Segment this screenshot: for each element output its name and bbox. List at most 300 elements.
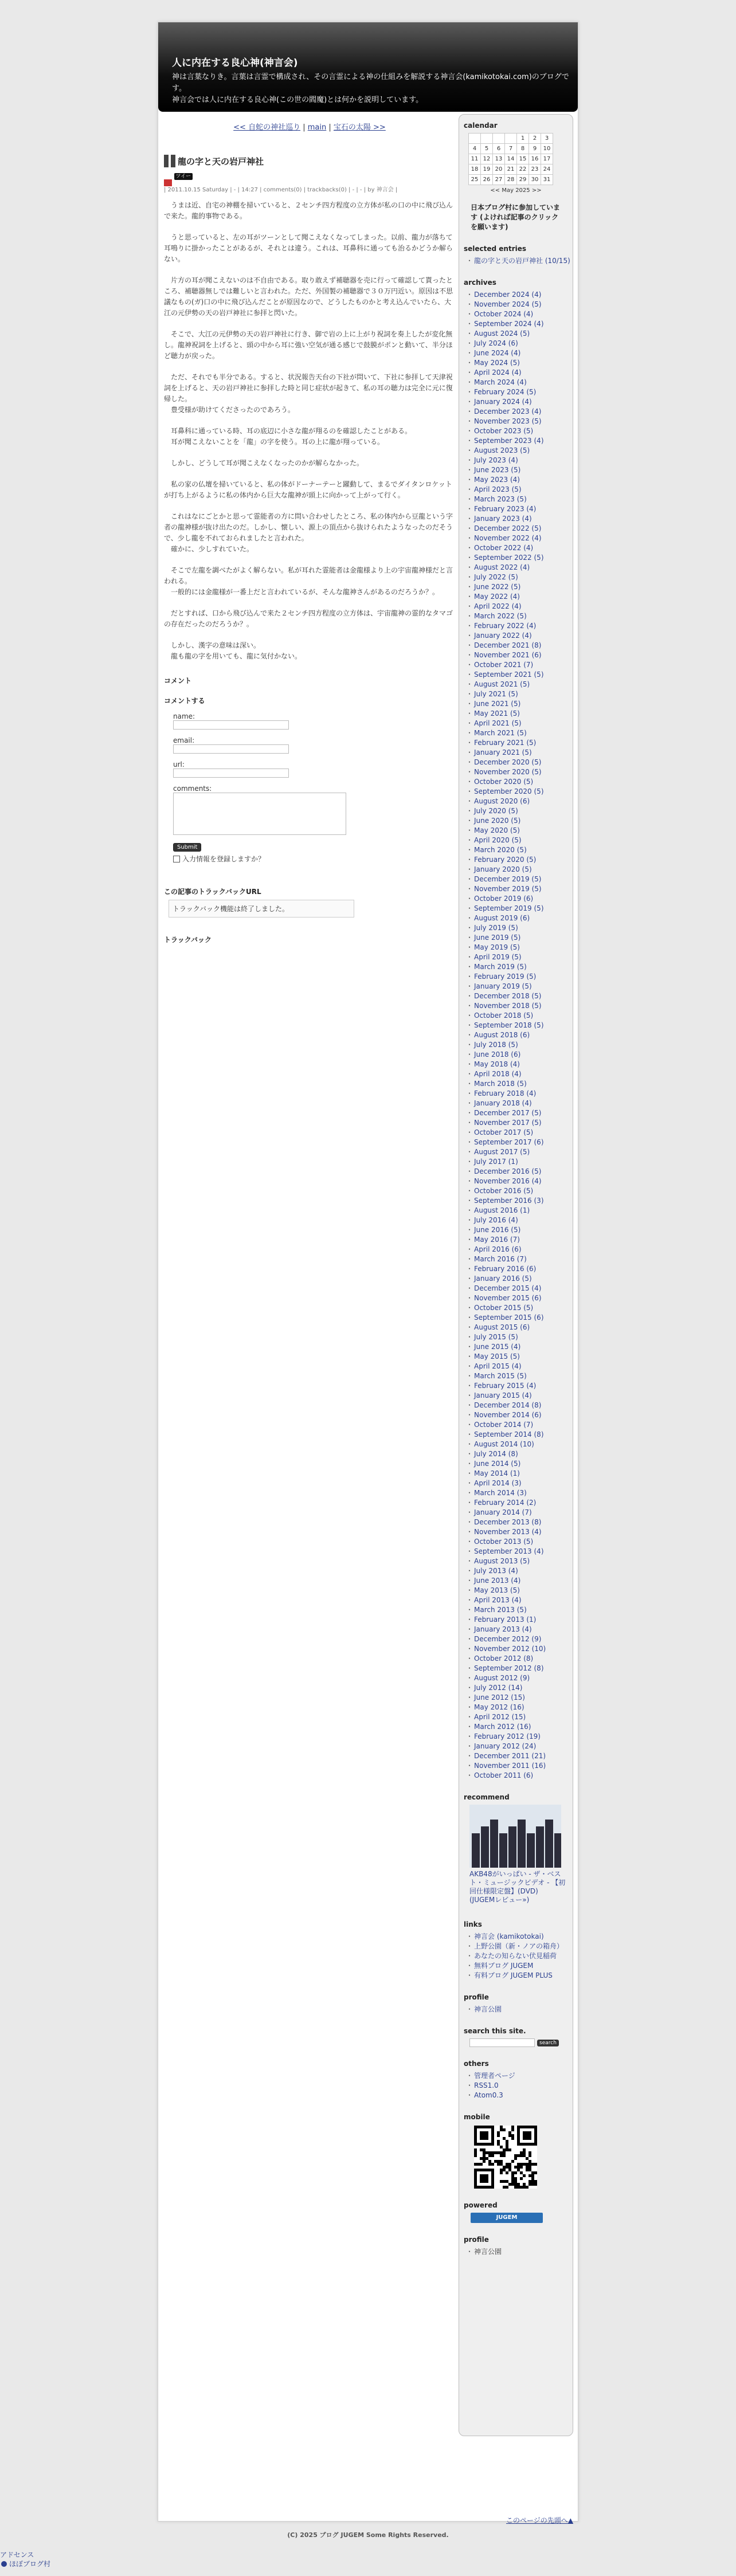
archive-link[interactable]: ・ November 2015 (6) — [471, 1293, 573, 1303]
archive-link[interactable]: ・ December 2019 (5) — [471, 875, 573, 884]
archive-link[interactable]: ・ October 2018 (5) — [471, 1011, 573, 1021]
archive-link[interactable]: ・ March 2022 (5) — [471, 611, 573, 621]
archive-link[interactable]: ・ October 2015 (5) — [471, 1303, 573, 1313]
archive-link[interactable]: ・ November 2019 (5) — [471, 884, 573, 894]
archive-link[interactable]: ・ May 2024 (5) — [471, 358, 573, 368]
archive-link[interactable]: ・ April 2019 (5) — [471, 952, 573, 962]
blogmura-icon — [1, 2561, 7, 2567]
archive-link[interactable]: ・ July 2022 (5) — [471, 573, 573, 582]
archive-link[interactable]: ・ October 2012 (8) — [471, 1654, 573, 1664]
qr-module — [500, 2128, 503, 2131]
title-marker-icon — [164, 155, 169, 167]
archive-link[interactable]: ・ January 2023 (4) — [471, 514, 573, 524]
archive-link[interactable]: ・ January 2012 (24) — [471, 1742, 573, 1751]
archive-link[interactable]: ・ January 2018 (4) — [471, 1099, 573, 1108]
calendar-day: 9 — [529, 144, 541, 154]
email-input[interactable] — [173, 744, 289, 754]
archive-link[interactable]: ・ April 2012 (15) — [471, 1712, 573, 1722]
archive-link[interactable]: ・ October 2014 (7) — [471, 1420, 573, 1430]
archive-link[interactable]: ・ October 2022 (4) — [471, 543, 573, 553]
external-link[interactable]: ・ あなたの知らない伏見稲荷 — [471, 1951, 573, 1961]
archive-link[interactable]: ・ February 2024 (5) — [471, 387, 573, 397]
entry-paragraph: これはなにごとかと思って霊能者の方に問い合わせしたところ、私の体内から豆龍という字者の龍神様が抜け出たのだ。しかし、懐しい、源上の頂点から抜けられたようなったのだそうで、少し龍を不れておられましたと言われた。 確かに、少しすれていた。 — [164, 512, 453, 553]
archive-link[interactable]: ・ May 2021 (5) — [471, 709, 573, 719]
links-heading: links — [464, 1920, 482, 1928]
archive-link[interactable]: ・ September 2021 (5) — [471, 670, 573, 680]
archive-link[interactable]: ・ September 2020 (5) — [471, 787, 573, 797]
archive-link[interactable]: ・ February 2018 (4) — [471, 1089, 573, 1099]
archive-link[interactable]: ・ February 2013 (1) — [471, 1615, 573, 1625]
archive-link[interactable]: ・ June 2015 (4) — [471, 1342, 573, 1352]
entry-paragraph: そこで左龍を調べたがよく解らない。私が耳れた霊能者は金龍様より上の宇宙龍神様だと言われる。 一般的には金龍様が一番上だと言われているが、そんな龍神さんがあるのだろうか？。 — [164, 566, 453, 596]
calendar-day: 1 — [517, 134, 529, 144]
archive-link[interactable]: ・ December 2011 (21) — [471, 1751, 573, 1761]
calendar-day: 7 — [505, 144, 517, 154]
qr-module — [488, 2154, 491, 2157]
others-link[interactable]: ・ 管理者ページ — [471, 2071, 573, 2081]
archive-link[interactable]: ・ June 2023 (5) — [471, 465, 573, 475]
archive-link[interactable]: ・ August 2022 (4) — [471, 563, 573, 573]
archive-link[interactable]: ・ August 2017 (5) — [471, 1147, 573, 1157]
archive-link[interactable]: ・ December 2012 (9) — [471, 1634, 573, 1644]
archive-link[interactable]: ・ January 2024 (4) — [471, 397, 573, 407]
archive-link[interactable]: ・ December 2013 (8) — [471, 1518, 573, 1527]
archive-link[interactable]: ・ September 2015 (6) — [471, 1313, 573, 1323]
archive-link[interactable]: ・ December 2018 (5) — [471, 991, 573, 1001]
qr-module — [531, 2177, 534, 2180]
archive-link[interactable]: ・ August 2012 (9) — [471, 1673, 573, 1683]
archive-link[interactable]: ・ September 2017 (6) — [471, 1138, 573, 1147]
archive-link[interactable]: ・ January 2019 (5) — [471, 982, 573, 991]
qr-module — [523, 2148, 526, 2151]
archive-link[interactable]: ・ December 2023 (4) — [471, 407, 573, 417]
external-link[interactable]: ・ 有料ブログ JUGEM PLUS — [471, 1971, 573, 1981]
qr-module — [511, 2160, 514, 2163]
archive-link[interactable]: ・ April 2022 (4) — [471, 602, 573, 611]
comments-label: comments: — [173, 785, 212, 793]
archive-link[interactable]: ・ June 2024 (4) — [471, 348, 573, 358]
adsense-block — [0, 2550, 50, 2569]
calendar-day — [505, 134, 517, 144]
qr-module — [497, 2160, 500, 2163]
comments-textarea[interactable] — [173, 793, 346, 835]
qr-module — [508, 2183, 511, 2186]
remember-label: 入力情報を登録しますか？ — [182, 855, 265, 863]
calendar-day — [493, 134, 505, 144]
calendar-day: 6 — [493, 144, 505, 154]
archive-link[interactable]: ・ May 2012 (16) — [471, 1703, 573, 1712]
archive-link[interactable]: ・ October 2023 (5) — [471, 426, 573, 436]
archive-link[interactable]: ・ November 2014 (6) — [471, 1410, 573, 1420]
entry-heading — [164, 155, 455, 167]
calendar-day: 20 — [493, 164, 505, 175]
qr-module — [486, 2157, 488, 2160]
qr-module — [503, 2151, 506, 2154]
blogmura-banner[interactable]: 日本ブログ村に参加しています (よければ記事のクリックを願います) — [471, 203, 561, 231]
archive-link[interactable]: ・ February 2020 (5) — [471, 855, 573, 865]
qr-module — [491, 2163, 494, 2166]
archive-link[interactable]: ・ December 2015 (4) — [471, 1284, 573, 1293]
qr-module — [488, 2163, 491, 2166]
qr-module — [514, 2157, 517, 2160]
trackback-heading: トラックバック — [164, 936, 212, 944]
qr-module — [531, 2174, 534, 2177]
calendar-day: 2 — [529, 134, 541, 144]
qr-module — [520, 2166, 523, 2169]
calendar-day: 21 — [505, 164, 517, 175]
archive-link[interactable]: ・ February 2023 (4) — [471, 504, 573, 514]
archive-link[interactable]: ・ May 2022 (4) — [471, 592, 573, 602]
archive-link[interactable]: ・ March 2024 (4) — [471, 378, 573, 387]
archive-link[interactable]: ・ August 2020 (6) — [471, 797, 573, 806]
archive-link[interactable]: ・ January 2021 (5) — [471, 748, 573, 758]
qr-code-graphic — [474, 2126, 537, 2189]
qr-module — [520, 2163, 523, 2166]
qr-module — [534, 2183, 537, 2186]
profile-item[interactable]: ・ 神言公園 — [471, 2005, 573, 2014]
archive-link[interactable]: ・ May 2023 (4) — [471, 475, 573, 485]
external-link[interactable]: ・ 神言会 (kamikotokai) — [471, 1932, 573, 1942]
archive-link[interactable]: ・ July 2023 (4) — [471, 456, 573, 465]
archive-link[interactable]: ・ March 2012 (16) — [471, 1722, 573, 1732]
archive-link[interactable]: ・ October 2011 (6) — [471, 1771, 573, 1781]
calendar-day — [469, 134, 481, 144]
qr-module — [494, 2151, 497, 2154]
comment-form-heading: コメントする — [164, 697, 205, 705]
qr-module — [500, 2126, 503, 2128]
entry-paragraph: うと思っていると、左の耳がツーンとして聞こえなくなってしまった。以前、龍力が落ちて耳鳴りに掛かったことがあるが、それとは違う。これは、耳鼻科に通っても治るかどうか解らない。 — [164, 233, 453, 263]
qr-module — [474, 2151, 477, 2154]
archive-link[interactable]: ・ January 2016 (5) — [471, 1274, 573, 1284]
archive-link[interactable]: ・ July 2012 (14) — [471, 1683, 573, 1693]
qr-module — [511, 2128, 514, 2131]
qr-module — [497, 2151, 500, 2154]
calendar-day: 16 — [529, 154, 541, 164]
qr-finder-core — [480, 2174, 488, 2183]
archive-link[interactable]: ・ May 2018 (4) — [471, 1060, 573, 1069]
archive-link[interactable]: ・ March 2014 (3) — [471, 1488, 573, 1498]
sidebar — [459, 114, 573, 2436]
remember-checkbox[interactable] — [173, 856, 180, 862]
entry-body — [164, 200, 455, 662]
qr-module — [483, 2154, 486, 2157]
archive-link[interactable]: ・ July 2018 (5) — [471, 1040, 573, 1050]
archive-link[interactable]: ・ September 2014 (8) — [471, 1430, 573, 1440]
entry-navigation — [164, 121, 455, 132]
archive-link[interactable]: ・ June 2020 (5) — [471, 816, 573, 826]
calendar-day: 10 — [541, 144, 553, 154]
archive-link[interactable]: ・ November 2017 (5) — [471, 1118, 573, 1128]
archive-link[interactable]: ・ April 2015 (4) — [471, 1362, 573, 1371]
adsense-row[interactable] — [0, 2550, 50, 2559]
next-entry-link[interactable]: 宝石の太陽 >> — [333, 123, 386, 132]
selected-entry-link[interactable]: ・ 龍の字と天の岩戸神社 (10/15) — [471, 256, 573, 266]
archive-link[interactable]: ・ September 2024 (4) — [471, 319, 573, 329]
archive-link[interactable]: ・ April 2020 (5) — [471, 836, 573, 845]
url-input[interactable] — [173, 769, 289, 778]
archive-link[interactable]: ・ April 2014 (3) — [471, 1479, 573, 1488]
qr-module — [511, 2180, 514, 2183]
archives-list — [471, 290, 573, 1781]
calendar-week — [469, 175, 553, 185]
archive-link[interactable]: ・ February 2016 (6) — [471, 1264, 573, 1274]
archive-link[interactable]: ・ November 2011 (16) — [471, 1761, 573, 1771]
archive-link[interactable]: ・ September 2019 (5) — [471, 904, 573, 913]
archive-link[interactable]: ・ November 2016 (4) — [471, 1177, 573, 1186]
archive-link[interactable]: ・ September 2016 (3) — [471, 1196, 573, 1206]
archive-link[interactable]: ・ January 2013 (4) — [471, 1625, 573, 1634]
prev-entry-link[interactable]: << 自蛇の神社巡り — [233, 123, 301, 132]
qr-module — [506, 2163, 508, 2166]
archive-link[interactable]: ・ October 2021 (7) — [471, 660, 573, 670]
calendar-week — [469, 164, 553, 175]
archive-link[interactable]: ・ September 2012 (8) — [471, 1664, 573, 1673]
archive-link[interactable]: ・ June 2012 (15) — [471, 1693, 573, 1703]
trackback-url-box[interactable]: トラックバック機能は終了しました。 — [169, 900, 354, 918]
archive-link[interactable]: ・ November 2021 (6) — [471, 650, 573, 660]
qr-module — [488, 2151, 491, 2154]
archive-link[interactable]: ・ April 2021 (5) — [471, 719, 573, 728]
archive-link[interactable]: ・ October 2020 (5) — [471, 777, 573, 787]
archive-link[interactable]: ・ April 2023 (5) — [471, 485, 573, 495]
qr-module — [511, 2126, 514, 2128]
archive-link[interactable]: ・ September 2023 (4) — [471, 436, 573, 446]
archive-link[interactable]: ・ May 2020 (5) — [471, 826, 573, 836]
profile-item[interactable]: ・ 神言公園 — [471, 2247, 573, 2257]
qr-module — [491, 2154, 494, 2157]
external-link[interactable]: ・ 無料ブログ JUGEM — [471, 1961, 573, 1971]
qr-module — [483, 2148, 486, 2151]
qr-module — [508, 2163, 511, 2166]
search-button[interactable]: search — [537, 2040, 559, 2046]
archive-link[interactable]: ・ August 2018 (6) — [471, 1030, 573, 1040]
archive-link[interactable]: ・ July 2019 (5) — [471, 923, 573, 933]
recommend-product-image[interactable] — [469, 1805, 561, 1868]
archive-link[interactable]: ・ August 2015 (6) — [471, 1323, 573, 1332]
submit-button[interactable]: Submit — [173, 843, 201, 852]
entry-paragraph: ただ、それでも半分である。すると、状況報告天台の下社が問いて、下社に参拝して天津祝詞を上げると、天の岩戸神社に参拝した時と同じ症状が起きて、私の耳の聴力は完全に元に復帰した。 豊受様が助けてくださったのであろう。 — [164, 373, 453, 414]
archive-link[interactable]: ・ July 2015 (5) — [471, 1332, 573, 1342]
archive-link[interactable]: ・ September 2022 (5) — [471, 553, 573, 563]
qr-module — [477, 2163, 480, 2166]
others-link[interactable]: ・ Atom0.3 — [471, 2091, 573, 2100]
archive-link[interactable]: ・ December 2020 (5) — [471, 758, 573, 767]
qr-module — [514, 2183, 517, 2186]
archive-link[interactable]: ・ August 2013 (5) — [471, 1556, 573, 1566]
others-link[interactable]: ・ RSS1.0 — [471, 2081, 573, 2091]
archive-link[interactable]: ・ November 2020 (5) — [471, 767, 573, 777]
archive-link[interactable]: ・ November 2024 (5) — [471, 300, 573, 309]
archive-link[interactable]: ・ June 2018 (6) — [471, 1050, 573, 1060]
archive-link[interactable]: ・ February 2019 (5) — [471, 972, 573, 982]
qr-module — [517, 2163, 520, 2166]
archive-link[interactable]: ・ November 2023 (5) — [471, 417, 573, 426]
archive-link[interactable]: ・ July 2016 (4) — [471, 1216, 573, 1225]
archive-link[interactable]: ・ November 2018 (5) — [471, 1001, 573, 1011]
main-link[interactable]: main — [307, 123, 327, 132]
archive-link[interactable]: ・ October 2013 (5) — [471, 1537, 573, 1547]
qr-module — [503, 2137, 506, 2140]
blogmura-label[interactable]: ほぼブログ村 — [9, 2560, 51, 2568]
archive-link[interactable]: ・ December 2022 (5) — [471, 524, 573, 534]
archive-link[interactable]: ・ February 2022 (4) — [471, 621, 573, 631]
archive-link[interactable]: ・ May 2019 (5) — [471, 943, 573, 952]
archive-link[interactable]: ・ April 2013 (4) — [471, 1595, 573, 1605]
calendar-day: 19 — [481, 164, 493, 175]
search-heading: search this site. — [464, 2027, 526, 2035]
figure-shape — [518, 1820, 526, 1868]
qr-module — [506, 2140, 508, 2143]
archive-link[interactable]: ・ October 2019 (6) — [471, 894, 573, 904]
site-header — [158, 22, 578, 112]
archive-link[interactable]: ・ September 2018 (5) — [471, 1021, 573, 1030]
qr-module — [506, 2143, 508, 2146]
archive-link[interactable]: ・ April 2016 (6) — [471, 1245, 573, 1254]
qr-module — [520, 2154, 523, 2157]
qr-module — [523, 2154, 526, 2157]
copyright: (C) 2025 ブログ JUGEM Some Rights Reserved. — [287, 2531, 449, 2539]
qr-module — [514, 2171, 517, 2174]
qr-module — [534, 2180, 537, 2183]
archive-link[interactable]: ・ March 2019 (5) — [471, 962, 573, 972]
archive-link[interactable]: ・ March 2023 (5) — [471, 495, 573, 504]
entry-paragraph: 私の家の仏壇を掃いていると、私の体がドーナーテーと躍動して、まるでダイタンロケットが打ち上がるように私の体内から巨大な龍神が頭上に向かって上がって行く。 — [164, 480, 452, 499]
archive-link[interactable]: ・ June 2016 (5) — [471, 1225, 573, 1235]
archive-link[interactable]: ・ March 2016 (7) — [471, 1254, 573, 1264]
archive-link[interactable]: ・ March 2013 (5) — [471, 1605, 573, 1615]
calendar-day: 17 — [541, 154, 553, 164]
qr-module — [497, 2131, 500, 2134]
archive-link[interactable]: ・ August 2023 (5) — [471, 446, 573, 456]
qr-module — [508, 2169, 511, 2171]
qr-module — [500, 2146, 503, 2148]
archive-link[interactable]: ・ January 2022 (4) — [471, 631, 573, 641]
external-link[interactable]: ・ 上野公園（新・ノアの箱舟） — [471, 1942, 573, 1951]
calendar-day: 25 — [469, 175, 481, 185]
qr-module — [511, 2183, 514, 2186]
archive-link[interactable]: ・ December 2017 (5) — [471, 1108, 573, 1118]
archive-link[interactable]: ・ November 2012 (10) — [471, 1644, 573, 1654]
qr-module — [520, 2171, 523, 2174]
archive-link[interactable]: ・ June 2022 (5) — [471, 582, 573, 592]
archive-link[interactable]: ・ July 2024 (6) — [471, 339, 573, 348]
archive-link[interactable]: ・ October 2017 (5) — [471, 1128, 573, 1138]
qr-module — [497, 2140, 500, 2143]
archive-link[interactable]: ・ August 2014 (10) — [471, 1440, 573, 1449]
figure-shape — [499, 1833, 507, 1868]
profile-list — [471, 2005, 573, 2014]
archive-link[interactable]: ・ August 2021 (5) — [471, 680, 573, 689]
archive-link[interactable]: ・ May 2013 (5) — [471, 1586, 573, 1595]
qr-module — [531, 2163, 534, 2166]
archive-link[interactable]: ・ December 2024 (4) — [471, 290, 573, 300]
archive-link[interactable]: ・ March 2015 (5) — [471, 1371, 573, 1381]
archive-link[interactable]: ・ April 2024 (4) — [471, 368, 573, 378]
archive-link[interactable]: ・ June 2019 (5) — [471, 933, 573, 943]
archive-link[interactable]: ・ January 2015 (4) — [471, 1391, 573, 1401]
archive-link[interactable]: ・ September 2013 (4) — [471, 1547, 573, 1556]
archive-link[interactable]: ・ December 2014 (8) — [471, 1401, 573, 1410]
archive-link[interactable]: ・ July 2014 (8) — [471, 1449, 573, 1459]
share-row — [164, 173, 455, 186]
back-to-top-link[interactable]: このページの先頭へ▲ — [506, 2516, 573, 2524]
archive-link[interactable]: ・ December 2016 (5) — [471, 1167, 573, 1177]
archive-link[interactable]: ・ July 2013 (4) — [471, 1566, 573, 1576]
archive-link[interactable]: ・ November 2013 (4) — [471, 1527, 573, 1537]
qr-module — [483, 2151, 486, 2154]
archive-link[interactable]: ・ August 2016 (1) — [471, 1206, 573, 1216]
qr-module — [480, 2163, 483, 2166]
adsense-label[interactable]: アドセンス — [0, 2551, 34, 2559]
archive-link[interactable]: ・ February 2021 (5) — [471, 738, 573, 748]
archive-link[interactable]: ・ December 2021 (8) — [471, 641, 573, 650]
archive-link[interactable]: ・ June 2013 (4) — [471, 1576, 573, 1586]
site-title[interactable]: 人に内在する良心神(神言会) — [172, 57, 298, 69]
archive-link[interactable]: ・ March 2021 (5) — [471, 728, 573, 738]
qr-module — [514, 2166, 517, 2169]
qr-module — [523, 2174, 526, 2177]
archive-link[interactable]: ・ June 2014 (5) — [471, 1459, 573, 1469]
tweet-button[interactable]: ツイート — [174, 173, 193, 180]
adsense-row-2[interactable] — [0, 2559, 50, 2569]
archive-link[interactable]: ・ February 2014 (2) — [471, 1498, 573, 1508]
profile-list-2 — [471, 2247, 573, 2257]
qr-module — [528, 2160, 531, 2163]
jugem-logo[interactable]: JUGEM — [471, 2213, 543, 2223]
archive-link[interactable]: ・ July 2020 (5) — [471, 806, 573, 816]
qr-module — [528, 2183, 531, 2186]
qr-module — [491, 2151, 494, 2154]
archive-link[interactable]: ・ November 2022 (4) — [471, 534, 573, 543]
archive-link[interactable]: ・ February 2015 (4) — [471, 1381, 573, 1391]
archive-link[interactable]: ・ January 2020 (5) — [471, 865, 573, 875]
name-input[interactable] — [173, 720, 289, 730]
archive-link[interactable]: ・ August 2019 (6) — [471, 913, 573, 923]
qr-module — [494, 2160, 497, 2163]
archive-link[interactable]: ・ March 2018 (5) — [471, 1079, 573, 1089]
archive-link[interactable]: ・ October 2024 (4) — [471, 309, 573, 319]
qr-module — [480, 2157, 483, 2160]
archive-link[interactable]: ・ March 2020 (5) — [471, 845, 573, 855]
figure-shape — [508, 1826, 516, 1868]
calendar-nav[interactable]: << May 2025 >> — [490, 187, 542, 194]
calendar-day: 29 — [517, 175, 529, 185]
archive-link[interactable]: ・ February 2012 (19) — [471, 1732, 573, 1742]
archive-link[interactable]: ・ May 2015 (5) — [471, 1352, 573, 1362]
archive-link[interactable]: ・ July 2021 (5) — [471, 689, 573, 699]
archive-link[interactable]: ・ July 2017 (1) — [471, 1157, 573, 1167]
qr-module — [531, 2171, 534, 2174]
calendar-week — [469, 134, 553, 144]
calendar-day: 15 — [517, 154, 529, 164]
archive-link[interactable]: ・ April 2018 (4) — [471, 1069, 573, 1079]
archive-link[interactable]: ・ May 2014 (1) — [471, 1469, 573, 1479]
calendar-day: 24 — [541, 164, 553, 175]
search-input[interactable] — [469, 2038, 535, 2047]
archive-link[interactable]: ・ August 2024 (5) — [471, 329, 573, 339]
recommend-heading: recommend — [464, 1793, 510, 1801]
qr-module — [514, 2177, 517, 2180]
archive-link[interactable]: ・ June 2021 (5) — [471, 699, 573, 709]
qr-module — [523, 2151, 526, 2154]
qr-module — [506, 2146, 508, 2148]
recommend-product-link[interactable]: AKB48がいっぱい - ザ・ベスト・ミュージックビデオ - 【初回仕様限定盤】(DVD) (JUGEMレビュー») — [469, 1870, 566, 1904]
qr-module — [528, 2151, 531, 2154]
calendar-heading: calendar — [464, 121, 498, 130]
archive-link[interactable]: ・ October 2016 (5) — [471, 1186, 573, 1196]
archive-link[interactable]: ・ January 2014 (7) — [471, 1508, 573, 1518]
archive-link[interactable]: ・ May 2016 (7) — [471, 1235, 573, 1245]
